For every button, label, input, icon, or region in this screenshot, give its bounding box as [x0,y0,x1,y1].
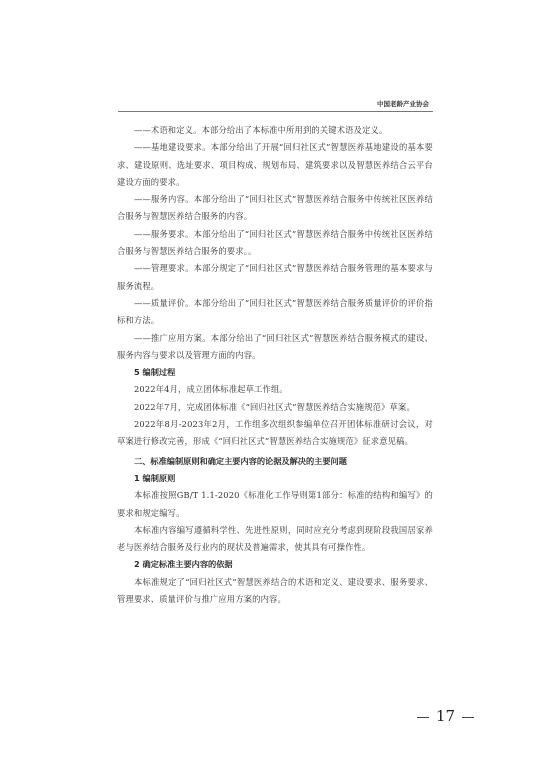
section-heading-compilation-process: 5 编制过程 [134,367,176,378]
paragraph-quality-evaluation: ——质量评价。本部分给出了“回归社区式”智慧医养结合服务质量评价的评价指标和方法。 [117,297,433,326]
paragraph-service-content: ——服务内容。本部分给出了“回归社区式”智慧医养结合服务中传统社区医养结合服务与智慧医养结合服务的内容。 [117,194,433,222]
page-number-dash-left [417,717,429,718]
header-divider [118,111,433,112]
paragraph-promotion-plan: ——推广应用方案。本部分给出了“回归社区式”智慧医养结合服务模式的建设、服务内容与要求以及管理方面的内容。 [117,332,433,360]
section-heading-principles-and-basis: 二、标准编制原则和确定主要内容的论据及解决的主要问题 [134,455,347,466]
paragraph-content-basis: 本标准规定了“回归社区式”智慧医养结合的术语和定义、建设要求、服务要求、管理要求、质量评价与推广应用方案的内容。 [117,576,433,605]
paragraph-process-revision: 2022年8月-2023年2月，工作组多次组织参编单位召开团体标准研讨会议，对草案进行修改完善，形成《“回归社区式”智慧医养结合实施规范》征求意见稿。 [117,419,433,447]
paragraph-scientific-principle: 本标准内容编写遵循科学性、先进性原则，同时应充分考虑到现阶段我国居家养老与医养结合服务及行业内的现状及普遍需求，使其具有可操作性。 [117,524,433,553]
paragraph-base-construction: ——基地建设要求。本部分给出了开展“回归社区式”智慧医养基地建设的基本要求、建设原则、选址要求、项目构成、规划布局、建筑要求以及智慧医养结合云平台建设方面的要求。 [117,142,433,187]
paragraph-gbt-standard: 本标准按照GB/T 1.1-2020《标准化工作导则第1部分：标准的结构和编写》的要求和规定编写。 [117,490,433,518]
page-number-dash-right [462,717,474,718]
subsection-heading-principles: 1 编制原则 [134,472,176,483]
paragraph-process-july: 2022年7月，完成团体标准《“回归社区式”智慧医养结合实施规范》草案。 [134,401,415,412]
document-body [117,122,433,608]
subsection-heading-basis: 2 确定标准主要内容的依据 [134,559,233,570]
header-organization: 中国老龄产业协会 [377,100,429,108]
paragraph-service-requirements: ——服务要求。本部分给出了“回归社区式”智慧医养结合服务中传统社区医养结合服务与智慧医养结合服务的要求。。 [117,228,433,257]
paragraph-process-april: 2022年4月，成立团体标准起草工作组。 [134,384,288,395]
page-number [410,707,480,725]
paragraph-management-requirements: ——管理要求。本部分规定了“回归社区式”智慧医养结合服务管理的基本要求与服务流程。 [117,263,433,291]
page-number-text: 17 [436,707,456,725]
paragraph-terms: ——术语和定义。本部分给出了本标准中所用到的关键术语及定义。 [134,125,388,135]
